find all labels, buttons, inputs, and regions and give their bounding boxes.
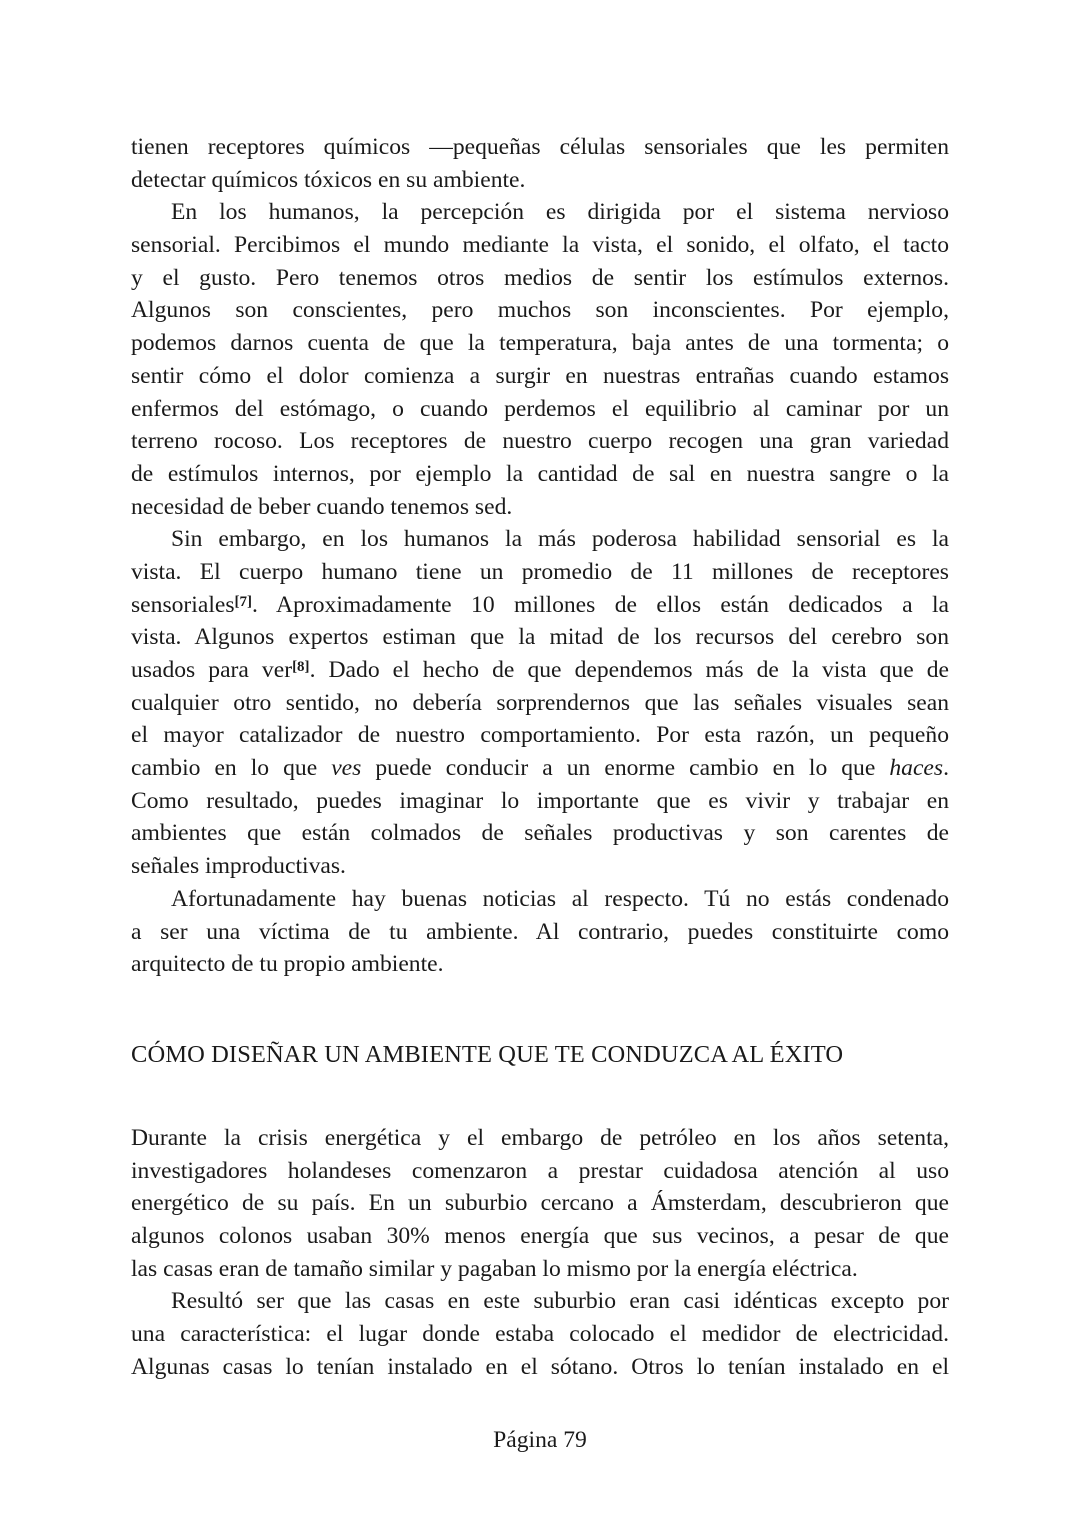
- text-line: [131, 850, 949, 883]
- text-line: [131, 589, 949, 622]
- text-line: [131, 523, 949, 556]
- text-line: [131, 393, 949, 426]
- text-line: [131, 687, 949, 720]
- text-segment: investigadores holandeses comenzaron a prestar cuidadosa atención al uso: [131, 1157, 949, 1184]
- text-line: [131, 458, 949, 491]
- text-segment: vista. Algunos expertos estiman que la mitad de los recursos del cerebro son: [131, 624, 949, 651]
- text-segment: a ser una víctima de tu ambiente. Al contrario, puedes constituirte como: [131, 918, 949, 945]
- text-line: [131, 752, 949, 785]
- text-segment: sensoriales: [131, 591, 235, 618]
- text-segment: una característica: el lugar donde estaba colocado el medidor de electricidad.: [131, 1321, 949, 1348]
- paragraph: [131, 1285, 949, 1383]
- text-line: [131, 262, 949, 295]
- text-segment: vista. El cuerpo humano tiene un promedio de 11 millones de receptores: [131, 558, 949, 585]
- text-line: [131, 621, 949, 654]
- italic-text: ves: [331, 755, 362, 782]
- paragraph: [131, 883, 949, 981]
- section-heading: CÓMO DISEÑAR UN AMBIENTE QUE TE CONDUZCA AL ÉXITO: [131, 1041, 844, 1068]
- text-segment: detectar químicos tóxicos en su ambiente.: [131, 166, 526, 193]
- text-segment: En los humanos, la percepción es dirigida por el sistema nervioso: [171, 199, 949, 226]
- text-line: [131, 131, 949, 164]
- paragraph: [131, 523, 949, 883]
- text-line: [131, 425, 949, 458]
- text-segment: podemos darnos cuenta de que la temperatura, baja antes de una tormenta; o: [131, 330, 949, 357]
- text-segment: ambientes que están colmados de señales productivas y son carentes de: [131, 820, 949, 847]
- text-line: [131, 948, 949, 981]
- text-line: [131, 229, 949, 262]
- text-segment: . Dado el hecho de que dependemos más de la vista que de: [309, 657, 949, 683]
- paragraph: [131, 131, 949, 196]
- text-segment: las casas eran de tamaño similar y pagaban lo mismo por la energía eléctrica.: [131, 1255, 858, 1282]
- text-segment: sensorial. Percibimos el mundo mediante la vista, el sonido, el olfato, el tacto: [131, 232, 949, 259]
- text-segment: usados para ver: [131, 657, 293, 683]
- footnote-reference: [8]: [292, 659, 310, 675]
- body-text-lower: [131, 1122, 949, 1384]
- body-text-upper: [131, 131, 949, 981]
- italic-text: haces: [889, 755, 944, 782]
- text-segment: cambio en lo que: [131, 755, 332, 782]
- text-line: [131, 360, 949, 393]
- text-line: [131, 1187, 949, 1220]
- text-segment: enfermos del estómago, o cuando perdemos el equilibrio al caminar por un: [131, 395, 949, 422]
- text-line: [131, 883, 949, 916]
- text-line: [131, 491, 949, 524]
- text-segment: tienen receptores químicos —pequeñas células sensoriales que les permiten: [131, 134, 949, 160]
- text-segment: . Aproximadamente 10 millones de ellos están dedicados a la: [252, 591, 949, 618]
- text-segment: sentir cómo el dolor comienza a surgir en nuestras entrañas cuando estamos: [131, 362, 949, 389]
- text-segment: energético de su país. En un suburbio cercano a Ámsterdam, descubrieron que: [131, 1190, 949, 1217]
- text-line: [131, 1122, 949, 1155]
- text-line: [131, 817, 949, 850]
- text-line: [131, 327, 949, 360]
- text-segment: puede conducir a un enorme cambio en lo que: [361, 755, 890, 782]
- text-segment: .: [943, 755, 949, 782]
- text-line: [131, 294, 949, 327]
- text-line: [131, 719, 949, 752]
- paragraph: [131, 196, 949, 523]
- text-segment: Algunas casas lo tenían instalado en el sótano. Otros lo tenían instalado en el: [131, 1353, 949, 1380]
- text-segment: Como resultado, puedes imaginar lo importante que es vivir y trabajar en: [131, 787, 949, 814]
- text-segment: Algunos son conscientes, pero muchos son inconscientes. Por ejemplo,: [131, 297, 949, 324]
- text-line: [131, 654, 949, 687]
- text-line: [131, 785, 949, 818]
- text-segment: Afortunadamente hay buenas noticias al respecto. Tú no estás condenado: [171, 885, 949, 912]
- text-line: [131, 196, 949, 229]
- footnote-reference: [7]: [234, 593, 253, 610]
- text-line: [131, 916, 949, 949]
- text-segment: terreno rocoso. Los receptores de nuestro cuerpo recogen una gran variedad: [131, 428, 949, 455]
- text-segment: y el gusto. Pero tenemos otros medios de sentir los estímulos externos.: [131, 264, 949, 291]
- text-segment: cualquier otro sentido, no debería sorprendernos que las señales visuales sean: [131, 689, 949, 716]
- text-line: [131, 1220, 949, 1253]
- text-segment: señales improductivas.: [131, 853, 346, 880]
- text-line: [131, 1253, 949, 1286]
- page-number: Página 79: [493, 1427, 587, 1453]
- paragraph: [131, 1122, 949, 1285]
- text-line: [131, 1155, 949, 1188]
- text-line: [131, 1351, 949, 1384]
- text-segment: Durante la crisis energética y el embargo de petróleo en los años setenta,: [131, 1125, 949, 1151]
- text-segment: de estímulos internos, por ejemplo la cantidad de sal en nuestra sangre o la: [131, 460, 949, 487]
- text-segment: Resultó ser que las casas en este suburbio eran casi idénticas excepto por: [171, 1288, 949, 1315]
- text-line: [131, 164, 949, 197]
- text-segment: algunos colonos usaban 30% menos energía que sus vecinos, a pesar de que: [131, 1223, 949, 1250]
- text-line: [131, 1285, 949, 1318]
- text-segment: el mayor catalizador de nuestro comportamiento. Por esta razón, un pequeño: [131, 722, 949, 749]
- text-segment: necesidad de beber cuando tenemos sed.: [131, 493, 513, 520]
- text-line: [131, 1318, 949, 1351]
- text-segment: arquitecto de tu propio ambiente.: [131, 951, 444, 978]
- text-line: [131, 556, 949, 589]
- text-segment: Sin embargo, en los humanos la más poderosa habilidad sensorial es la: [171, 526, 949, 553]
